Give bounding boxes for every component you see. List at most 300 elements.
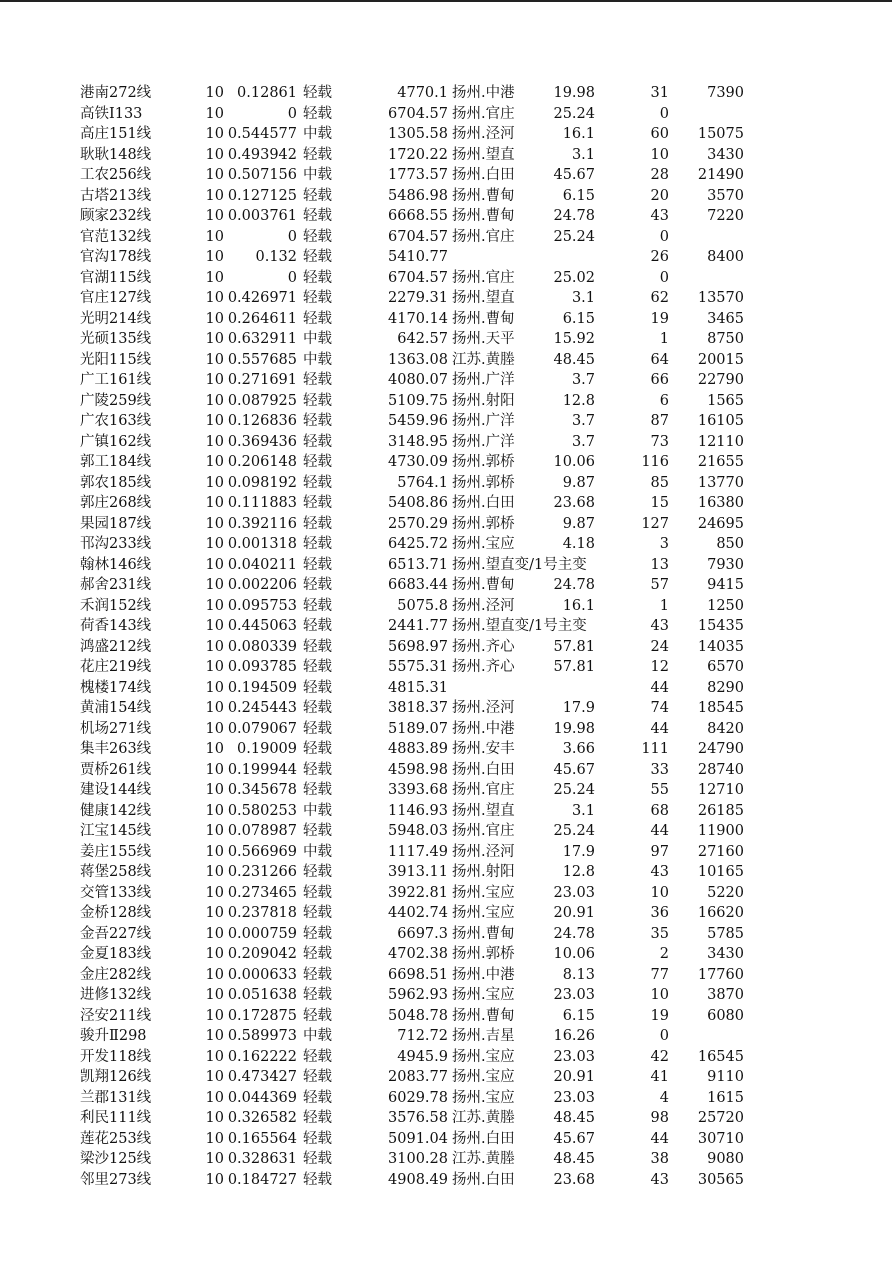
line-name-cell: 郭庄268线 [80, 495, 151, 511]
substation-cell: 扬州.泾河 [452, 126, 515, 142]
table-row [0, 965, 892, 986]
length-cell: 48.45 [553, 351, 595, 368]
value-cell: 4770.1 [397, 85, 448, 101]
voltage-cell: 10 [205, 679, 224, 696]
length-cell: 3.66 [562, 741, 595, 757]
capacity-cell: 9110 [707, 1069, 744, 1085]
count-cell: 1 [659, 331, 669, 347]
length-cell: 20.91 [553, 1069, 595, 1085]
voltage-cell: 10 [205, 905, 224, 921]
value-cell: 6425.72 [388, 536, 448, 552]
load-ratio-cell: 0.237818 [227, 905, 297, 921]
line-name-cell: 港南272线 [80, 85, 151, 101]
line-name-cell: 邗沟233线 [80, 536, 151, 552]
voltage-cell: 10 [205, 556, 224, 573]
voltage-cell: 10 [205, 864, 224, 880]
line-name-cell: 进修132线 [80, 987, 151, 1003]
capacity-cell: 24790 [697, 741, 744, 757]
substation-cell: 扬州.白田 [452, 1130, 515, 1147]
table-row [0, 760, 892, 781]
value-cell: 6704.57 [388, 269, 448, 286]
load-status-cell: 轻载 [303, 208, 332, 224]
line-name-cell: 耿耿148线 [80, 146, 151, 163]
table-row [0, 452, 892, 473]
count-cell: 31 [650, 85, 669, 101]
table-row [0, 309, 892, 330]
value-cell: 4945.9 [397, 1048, 448, 1065]
load-status-cell: 轻载 [303, 228, 332, 245]
value-cell: 4170.14 [388, 310, 448, 327]
capacity-cell: 26185 [697, 802, 744, 819]
load-ratio-cell: 0 [287, 269, 297, 286]
capacity-cell: 8290 [707, 679, 744, 696]
value-cell: 4883.89 [388, 741, 448, 757]
length-cell: 25.24 [553, 105, 595, 122]
line-name-cell: 官范132线 [80, 228, 151, 245]
voltage-cell: 10 [205, 269, 224, 286]
length-cell: 6.15 [562, 187, 595, 204]
substation-cell: 扬州.望直 [452, 146, 515, 163]
capacity-cell: 22790 [697, 372, 744, 388]
substation-cell: 扬州.广洋 [452, 372, 515, 388]
value-cell: 6704.57 [388, 105, 448, 122]
value-cell: 5091.04 [388, 1130, 448, 1147]
load-status-cell: 轻载 [303, 1171, 332, 1188]
table-row [0, 1026, 892, 1047]
value-cell: 4402.74 [388, 905, 448, 921]
count-cell: 73 [650, 433, 669, 450]
capacity-cell: 13770 [697, 474, 744, 491]
length-cell: 24.78 [553, 925, 595, 942]
capacity-cell: 16105 [697, 413, 744, 429]
value-cell: 6704.57 [388, 228, 448, 245]
load-status-cell: 轻载 [303, 577, 332, 593]
line-name-cell: 槐楼174线 [80, 679, 151, 696]
capacity-cell: 20015 [697, 351, 744, 368]
value-cell: 5575.31 [388, 659, 448, 675]
load-ratio-cell: 0.209042 [227, 946, 297, 962]
load-status-cell: 轻载 [303, 249, 332, 265]
value-cell: 3922.81 [388, 884, 448, 901]
load-ratio-cell: 0.245443 [227, 700, 297, 716]
table-row [0, 473, 892, 494]
load-status-cell: 轻载 [303, 1007, 332, 1024]
line-name-cell: 官沟178线 [80, 249, 151, 265]
load-status-cell: 轻载 [303, 679, 332, 696]
capacity-cell: 5785 [707, 925, 744, 942]
capacity-cell: 3870 [707, 987, 744, 1003]
substation-cell: 扬州.射阳 [452, 392, 515, 409]
load-ratio-cell: 0.566969 [227, 843, 297, 860]
load-ratio-cell: 0.127125 [227, 187, 297, 204]
length-cell: 19.98 [553, 720, 595, 737]
load-ratio-cell: 0.165564 [227, 1130, 297, 1147]
table-row [0, 944, 892, 965]
substation-cell: 扬州.泾河 [452, 700, 515, 716]
line-name-cell: 江宝145线 [80, 823, 151, 839]
load-ratio-cell: 0.078987 [227, 823, 297, 839]
line-name-cell: 果园187线 [80, 515, 151, 532]
substation-cell: 扬州.郭桥 [452, 454, 515, 470]
load-status-cell: 轻载 [303, 1069, 332, 1085]
count-cell: 0 [659, 1028, 669, 1044]
voltage-cell: 10 [205, 413, 224, 429]
load-status-cell: 中载 [303, 331, 332, 347]
substation-cell: 扬州.郭桥 [452, 946, 515, 962]
substation-cell: 扬州.宝应 [452, 1048, 515, 1065]
length-cell: 24.78 [553, 208, 595, 224]
length-cell: 25.24 [553, 228, 595, 245]
count-cell: 44 [650, 1130, 669, 1147]
substation-cell: 扬州.齐心 [452, 659, 515, 675]
count-cell: 62 [650, 290, 669, 306]
count-cell: 4 [659, 1089, 669, 1106]
substation-cell: 扬州.广洋 [452, 433, 515, 450]
line-name-cell: 光硕135线 [80, 331, 151, 347]
line-name-cell: 利民111线 [80, 1110, 151, 1126]
line-name-cell: 古塔213线 [80, 187, 151, 204]
count-cell: 64 [650, 351, 669, 368]
table-row [0, 1108, 892, 1129]
substation-cell: 扬州.泾河 [452, 843, 515, 860]
capacity-cell: 9080 [707, 1151, 744, 1167]
load-status-cell: 轻载 [303, 413, 332, 429]
load-ratio-cell: 0.589973 [227, 1028, 297, 1044]
length-cell: 3.7 [571, 413, 595, 429]
value-cell: 5189.07 [388, 720, 448, 737]
line-name-cell: 高庄151线 [80, 126, 151, 142]
voltage-cell: 10 [205, 146, 224, 163]
load-status-cell: 轻载 [303, 433, 332, 450]
count-cell: 116 [641, 454, 669, 470]
load-ratio-cell: 0.098192 [227, 474, 297, 491]
length-cell: 19.98 [553, 85, 595, 101]
substation-cell: 扬州.官庄 [452, 823, 515, 839]
load-ratio-cell: 0.044369 [227, 1089, 297, 1106]
substation-cell: 扬州.望直变/1号主变 [452, 618, 587, 634]
load-status-cell: 轻载 [303, 105, 332, 122]
table-row [0, 698, 892, 719]
voltage-cell: 10 [205, 1110, 224, 1126]
voltage-cell: 10 [205, 925, 224, 942]
load-status-cell: 轻载 [303, 761, 332, 778]
line-name-cell: 广工161线 [80, 372, 151, 388]
capacity-cell: 3430 [707, 946, 744, 962]
voltage-cell: 10 [205, 884, 224, 901]
line-name-cell: 姜庄155线 [80, 843, 151, 860]
capacity-cell: 1250 [707, 597, 744, 614]
count-cell: 28 [650, 167, 669, 183]
substation-cell: 扬州.宝应 [452, 884, 515, 901]
substation-cell: 扬州.白田 [452, 167, 515, 183]
table-row [0, 555, 892, 576]
capacity-cell: 13570 [697, 290, 744, 306]
capacity-cell: 3570 [707, 187, 744, 204]
length-cell: 45.67 [553, 167, 595, 183]
value-cell: 5408.86 [388, 495, 448, 511]
capacity-cell: 7930 [707, 556, 744, 573]
voltage-cell: 10 [205, 290, 224, 306]
voltage-cell: 10 [205, 1048, 224, 1065]
capacity-cell: 16620 [697, 905, 744, 921]
line-name-cell: 禾润152线 [80, 597, 151, 614]
load-ratio-cell: 0.493942 [227, 146, 297, 163]
capacity-cell: 9415 [707, 577, 744, 593]
load-status-cell: 轻载 [303, 1048, 332, 1065]
count-cell: 44 [650, 679, 669, 696]
line-name-cell: 梁沙125线 [80, 1151, 151, 1167]
load-ratio-cell: 0.273465 [227, 884, 297, 901]
voltage-cell: 10 [205, 392, 224, 409]
length-cell: 12.8 [562, 392, 595, 409]
line-name-cell: 广陵259线 [80, 392, 151, 409]
capacity-cell: 3430 [707, 146, 744, 163]
table-row [0, 596, 892, 617]
length-cell: 9.87 [562, 515, 595, 532]
load-ratio-cell: 0.206148 [227, 454, 297, 470]
substation-cell: 扬州.中港 [452, 720, 515, 737]
line-name-cell: 官湖115线 [80, 269, 151, 286]
length-cell: 45.67 [553, 761, 595, 778]
voltage-cell: 10 [205, 1130, 224, 1147]
length-cell: 48.45 [553, 1110, 595, 1126]
count-cell: 10 [650, 146, 669, 163]
count-cell: 60 [650, 126, 669, 142]
value-cell: 5410.77 [388, 249, 448, 265]
capacity-cell: 11900 [697, 823, 744, 839]
load-ratio-cell: 0.507156 [227, 167, 297, 183]
count-cell: 44 [650, 823, 669, 839]
load-ratio-cell: 0.632911 [227, 331, 297, 347]
line-name-cell: 鸿盛212线 [80, 638, 151, 655]
load-ratio-cell: 0.194509 [227, 679, 297, 696]
load-ratio-cell: 0.369436 [227, 433, 297, 450]
capacity-cell: 30710 [697, 1130, 744, 1147]
line-name-cell: 兰郡131线 [80, 1089, 151, 1106]
table-row [0, 165, 892, 186]
value-cell: 3818.37 [388, 700, 448, 716]
capacity-cell: 12110 [697, 433, 744, 450]
value-cell: 2570.29 [388, 515, 448, 532]
value-cell: 6698.51 [388, 966, 448, 983]
value-cell: 4702.38 [388, 946, 448, 962]
voltage-cell: 10 [205, 433, 224, 450]
line-name-cell: 金桥128线 [80, 905, 151, 921]
table-row [0, 534, 892, 555]
table-row [0, 268, 892, 289]
line-name-cell: 荷香143线 [80, 618, 151, 634]
count-cell: 127 [641, 515, 669, 532]
length-cell: 23.68 [553, 495, 595, 511]
line-name-cell: 集丰263线 [80, 741, 151, 757]
length-cell: 23.03 [553, 884, 595, 901]
table-row [0, 411, 892, 432]
load-status-cell: 中载 [303, 843, 332, 860]
length-cell: 6.15 [562, 310, 595, 327]
load-status-cell: 中载 [303, 351, 332, 368]
value-cell: 3576.58 [388, 1110, 448, 1126]
count-cell: 10 [650, 987, 669, 1003]
voltage-cell: 10 [205, 105, 224, 122]
load-status-cell: 中载 [303, 802, 332, 819]
line-name-cell: 泾安211线 [80, 1007, 151, 1024]
table-row [0, 83, 892, 104]
substation-cell: 扬州.宝应 [452, 1069, 515, 1085]
count-cell: 43 [650, 1171, 669, 1188]
voltage-cell: 10 [205, 495, 224, 511]
substation-cell: 扬州.郭桥 [452, 515, 515, 532]
value-cell: 3913.11 [388, 864, 448, 880]
count-cell: 0 [659, 228, 669, 245]
table-row [0, 329, 892, 350]
voltage-cell: 10 [205, 474, 224, 491]
substation-cell: 扬州.官庄 [452, 228, 515, 245]
value-cell: 1720.22 [388, 146, 448, 163]
line-name-cell: 健康142线 [80, 802, 151, 819]
count-cell: 66 [650, 372, 669, 388]
voltage-cell: 10 [205, 536, 224, 552]
load-ratio-cell: 0.132 [255, 249, 297, 265]
table-row [0, 821, 892, 842]
load-ratio-cell: 0.326582 [227, 1110, 297, 1126]
table-row [0, 862, 892, 883]
value-cell: 642.57 [397, 331, 448, 347]
table-row [0, 719, 892, 740]
table-row [0, 780, 892, 801]
load-status-cell: 轻载 [303, 495, 332, 511]
line-name-cell: 机场271线 [80, 720, 151, 737]
load-ratio-cell: 0.126836 [227, 413, 297, 429]
line-name-cell: 光阳115线 [80, 351, 151, 368]
load-ratio-cell: 0.002206 [227, 577, 297, 593]
substation-cell: 扬州.齐心 [452, 638, 515, 655]
length-cell: 57.81 [553, 659, 595, 675]
load-status-cell: 轻载 [303, 905, 332, 921]
table-row [0, 247, 892, 268]
substation-cell: 江苏.黄塍 [452, 1151, 515, 1167]
capacity-cell: 14035 [697, 638, 744, 655]
voltage-cell: 10 [205, 700, 224, 716]
value-cell: 2083.77 [388, 1069, 448, 1085]
count-cell: 19 [650, 310, 669, 327]
load-ratio-cell: 0.087925 [227, 392, 297, 409]
line-name-cell: 翰林146线 [80, 556, 151, 573]
table-row [0, 227, 892, 248]
capacity-cell: 15435 [697, 618, 744, 634]
count-cell: 42 [650, 1048, 669, 1065]
load-ratio-cell: 0.172875 [227, 1007, 297, 1024]
length-cell: 45.67 [553, 1130, 595, 1147]
voltage-cell: 10 [205, 372, 224, 388]
table-row [0, 391, 892, 412]
value-cell: 3148.95 [388, 433, 448, 450]
load-status-cell: 轻载 [303, 597, 332, 614]
count-cell: 38 [650, 1151, 669, 1167]
table-row [0, 575, 892, 596]
capacity-cell: 7220 [707, 208, 744, 224]
load-ratio-cell: 0.544577 [227, 126, 297, 142]
count-cell: 44 [650, 720, 669, 737]
count-cell: 33 [650, 761, 669, 778]
table-row [0, 985, 892, 1006]
count-cell: 55 [650, 782, 669, 798]
voltage-cell: 10 [205, 1171, 224, 1188]
load-ratio-cell: 0.345678 [227, 782, 297, 798]
substation-cell: 扬州.曹甸 [452, 187, 515, 204]
length-cell: 3.7 [571, 372, 595, 388]
line-name-cell: 广镇162线 [80, 433, 151, 450]
value-cell: 4730.09 [388, 454, 448, 470]
load-status-cell: 轻载 [303, 372, 332, 388]
line-name-cell: 郭工184线 [80, 454, 151, 470]
value-cell: 6029.78 [388, 1089, 448, 1106]
value-cell: 5962.93 [388, 987, 448, 1003]
line-name-cell: 邻里273线 [80, 1171, 151, 1188]
length-cell: 8.13 [562, 966, 595, 983]
value-cell: 1773.57 [388, 167, 448, 183]
load-ratio-cell: 0.264611 [227, 310, 297, 327]
capacity-cell: 18545 [697, 700, 744, 716]
count-cell: 2 [659, 946, 669, 962]
count-cell: 1 [659, 597, 669, 614]
count-cell: 20 [650, 187, 669, 204]
table-row [0, 493, 892, 514]
length-cell: 6.15 [562, 1007, 595, 1024]
count-cell: 111 [641, 741, 669, 757]
table-row [0, 1047, 892, 1068]
table-row [0, 124, 892, 145]
capacity-cell: 1615 [707, 1089, 744, 1106]
table-row [0, 1149, 892, 1170]
value-cell: 4598.98 [388, 761, 448, 778]
load-status-cell: 轻载 [303, 1130, 332, 1147]
substation-cell: 扬州.天平 [452, 331, 515, 347]
table-row [0, 842, 892, 863]
load-status-cell: 轻载 [303, 310, 332, 327]
capacity-cell: 17760 [697, 966, 744, 983]
voltage-cell: 10 [205, 618, 224, 634]
count-cell: 10 [650, 884, 669, 901]
voltage-cell: 10 [205, 1028, 224, 1044]
value-cell: 1146.93 [388, 802, 448, 819]
capacity-cell: 12710 [697, 782, 744, 798]
load-ratio-cell: 0.040211 [227, 556, 297, 573]
line-name-cell: 金庄282线 [80, 966, 151, 983]
load-ratio-cell: 0 [287, 228, 297, 245]
count-cell: 3 [659, 536, 669, 552]
load-status-cell: 轻载 [303, 187, 332, 204]
line-name-cell: 顾家232线 [80, 208, 151, 224]
capacity-cell: 8750 [707, 331, 744, 347]
load-ratio-cell: 0.580253 [227, 802, 297, 819]
count-cell: 6 [659, 392, 669, 409]
substation-cell: 扬州.白田 [452, 495, 515, 511]
load-status-cell: 轻载 [303, 864, 332, 880]
length-cell: 16.1 [562, 126, 595, 142]
substation-cell: 扬州.广洋 [452, 413, 515, 429]
line-name-cell: 建设144线 [80, 782, 151, 798]
count-cell: 24 [650, 638, 669, 655]
count-cell: 19 [650, 1007, 669, 1024]
capacity-cell: 6570 [707, 659, 744, 675]
line-name-cell: 金夏183线 [80, 946, 151, 962]
substation-cell: 扬州.宝应 [452, 987, 515, 1003]
substation-cell: 扬州.宝应 [452, 905, 515, 921]
load-ratio-cell: 0.557685 [227, 351, 297, 368]
line-name-cell: 金吾227线 [80, 925, 151, 942]
table-row [0, 288, 892, 309]
table-row [0, 432, 892, 453]
